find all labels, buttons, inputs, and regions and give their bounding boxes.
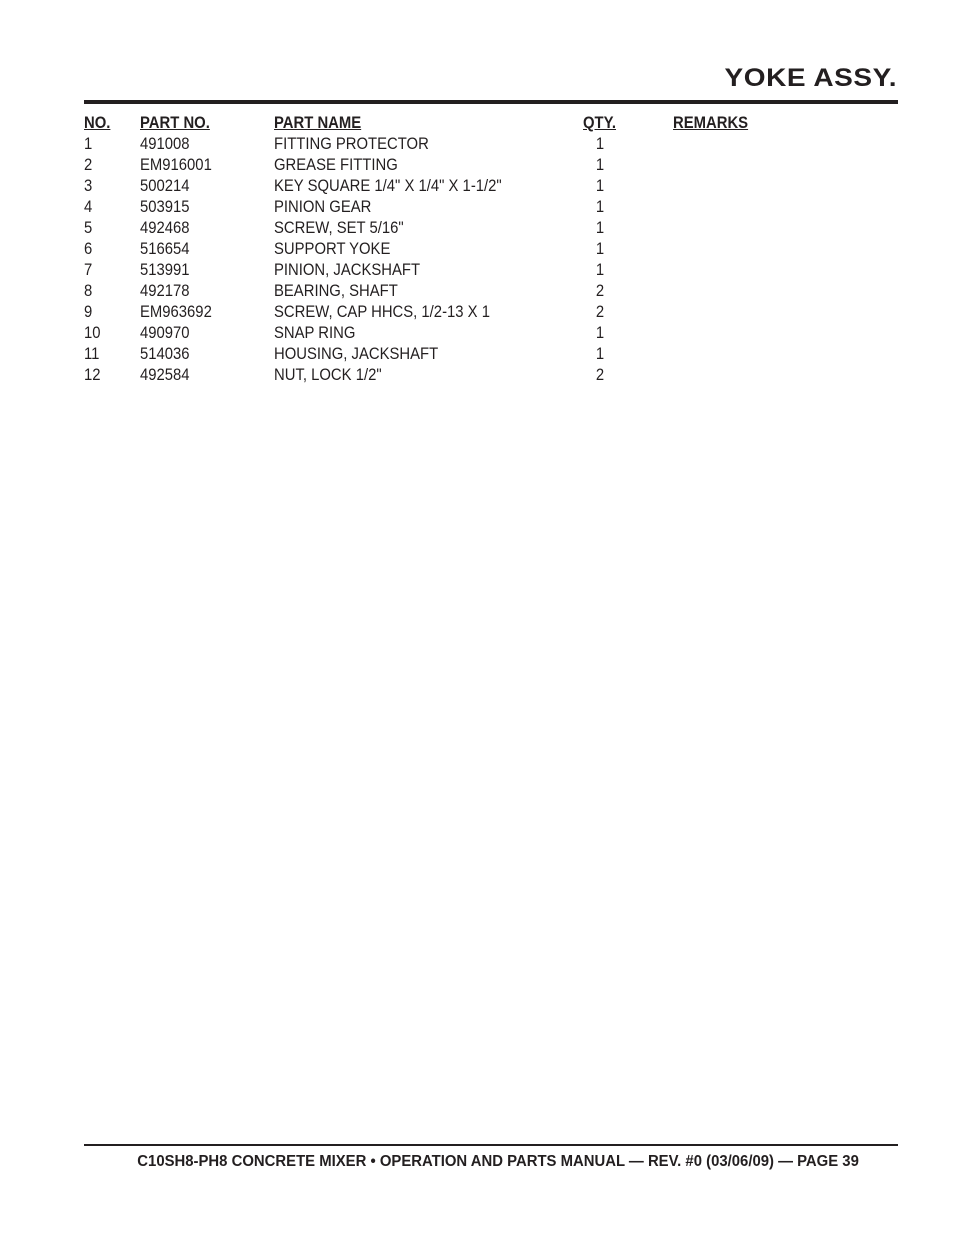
cell-no: 6 [84,240,93,258]
column-header-no: NO. [84,114,111,132]
cell-no: 1 [84,135,93,153]
cell-no: 12 [84,366,101,384]
header-rule [84,100,898,104]
cell-no: 2 [84,156,93,174]
cell-part-name: KEY SQUARE 1/4" X 1/4" X 1-1/2" [274,177,502,195]
page-footer: C10SH8-PH8 CONCRETE MIXER • OPERATION AND PARTS MANUAL — REV. #0 (03/06/09) — PAGE 39 [137,1153,859,1170]
cell-no: 10 [84,324,101,342]
cell-part-no: 492178 [140,282,190,300]
cell-qty: 1 [595,198,605,216]
cell-part-no: 503915 [140,198,190,216]
column-header-remarks: REMARKS [673,114,749,132]
page-title: YOKE ASSY. [724,64,897,92]
cell-qty: 2 [595,303,605,321]
cell-part-name: SCREW, CAP HHCS, 1/2-13 X 1 [274,303,490,321]
cell-part-no: EM963692 [140,303,212,321]
cell-part-no: 514036 [140,345,190,363]
cell-no: 11 [84,345,100,363]
cell-qty: 1 [595,219,605,237]
cell-qty: 1 [595,177,605,195]
cell-part-no: 491008 [140,135,190,153]
cell-qty: 1 [595,135,605,153]
cell-part-name: NUT, LOCK 1/2" [274,366,382,384]
cell-part-name: PINION GEAR [274,198,372,216]
cell-no: 4 [84,198,93,216]
cell-part-name: HOUSING, JACKSHAFT [274,345,439,363]
cell-part-no: EM916001 [140,156,212,174]
cell-qty: 2 [595,282,605,300]
cell-qty: 1 [595,345,605,363]
cell-part-name: PINION, JACKSHAFT [274,261,421,279]
cell-no: 5 [84,219,93,237]
cell-part-no: 500214 [140,177,190,195]
cell-part-name: SNAP RING [274,324,356,342]
cell-no: 7 [84,261,93,279]
cell-qty: 1 [595,261,605,279]
cell-qty: 2 [595,366,605,384]
cell-part-name: SUPPORT YOKE [274,240,391,258]
cell-qty: 1 [595,156,605,174]
cell-no: 8 [84,282,93,300]
cell-no: 3 [84,177,93,195]
column-header-qty: QTY. [583,114,617,132]
footer-rule [84,1144,898,1146]
cell-part-no: 516654 [140,240,190,258]
cell-qty: 1 [595,240,605,258]
cell-part-no: 492468 [140,219,190,237]
cell-part-name: SCREW, SET 5/16" [274,219,404,237]
cell-part-no: 492584 [140,366,190,384]
cell-no: 9 [84,303,93,321]
cell-qty: 1 [595,324,605,342]
cell-part-no: 490970 [140,324,190,342]
column-header-part-no: PART NO. [140,114,210,132]
cell-part-name: GREASE FITTING [274,156,398,174]
cell-part-name: BEARING, SHAFT [274,282,398,300]
cell-part-no: 513991 [140,261,190,279]
column-header-part-name: PART NAME [274,114,362,132]
cell-part-name: FITTING PROTECTOR [274,135,429,153]
